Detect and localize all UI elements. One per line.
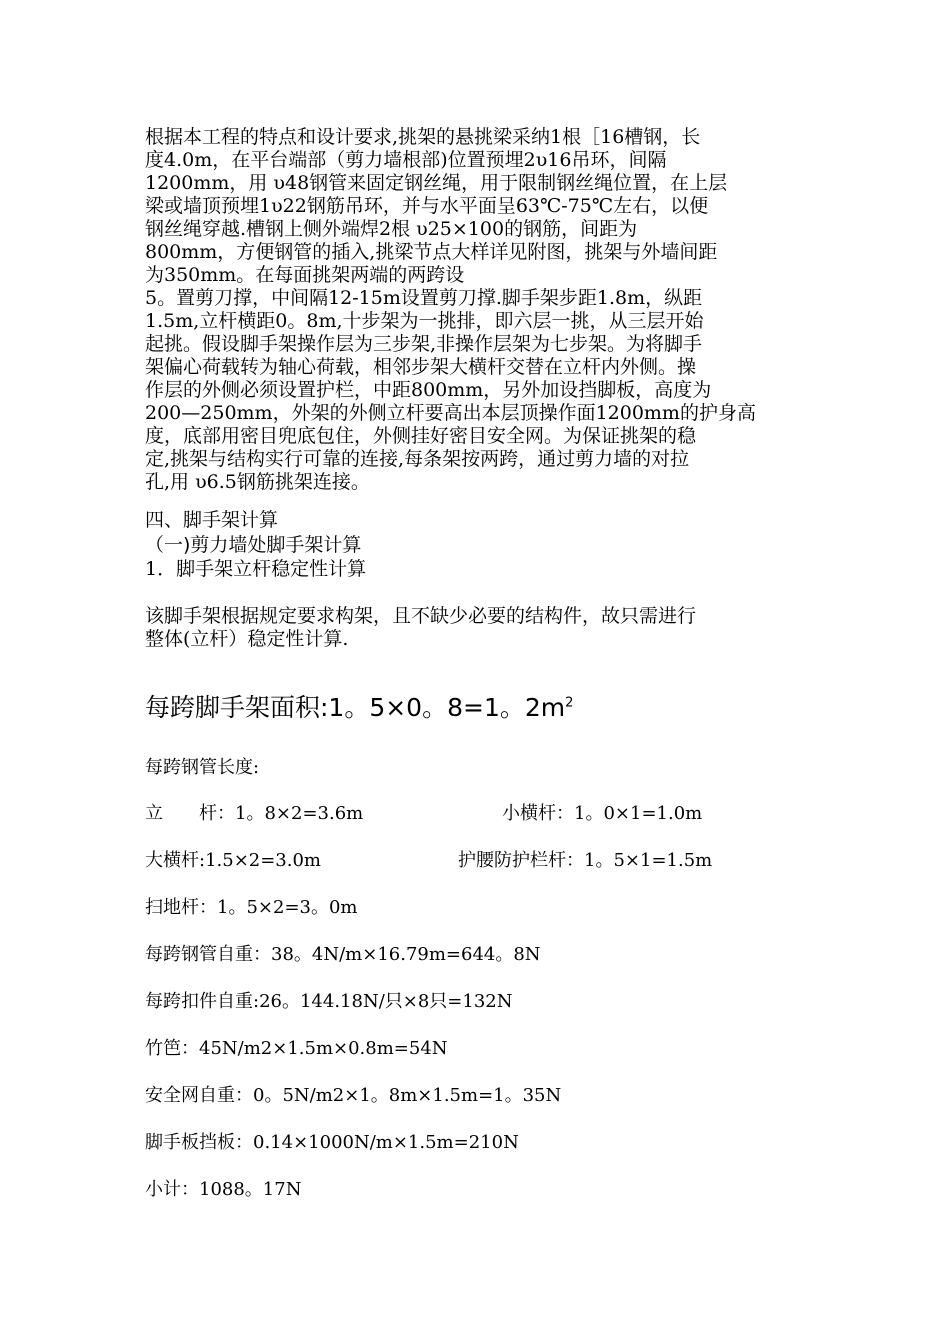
intro-line: 根据本工程的特点和设计要求,挑架的悬挑梁采纳1根［16槽钢，长 (145, 126, 701, 148)
safety-net-weight: 安全网自重：0。5N/m2×1。8m×1.5m=1。35N (145, 1085, 562, 1106)
intro-line: 起挑。假设脚手架操作层为三步架,非操作层架为七步架。为将脚手 (145, 333, 703, 355)
intro-line: 200—250mm，外架的外侧立杆要高出本层顶操作面1200mm的护身高 (145, 402, 756, 424)
intro-line: 为350mm。在每面挑架两端的两跨设 (145, 264, 465, 286)
intro-line: 作层的外侧必须设置护栏，中距800mm，另外加设挡脚板，高度为 (145, 379, 712, 401)
small-cross-pipe: 小横杆：1。0×1=1.0m (502, 803, 703, 824)
scaffold-board-weight: 脚手板挡板：0.14×1000N/m×1.5m=210N (145, 1132, 519, 1153)
item-title: 1．脚手架立杆稳定性计算 (145, 558, 367, 580)
intro-line: 定,挑架与结构实行可靠的连接,每条架按两跨，通过剪力墙的对拉 (145, 448, 690, 470)
intro-line: 1200mm，用 υ48钢管来固定钢丝绳，用于限制钢丝绳位置，在上层 (145, 172, 728, 194)
description-paragraph (145, 605, 813, 651)
description-line: 整体(立杆）稳定性计算. (145, 628, 349, 650)
intro-line: 梁或墙顶预埋1υ22钢筋吊环，并与水平面呈63℃-75℃左右，以便 (145, 195, 709, 217)
pipe-length-label: 每跨钢管长度: (145, 757, 260, 778)
intro-line: 5。置剪刀撑，中间隔12-15m设置剪刀撑.脚手架步距1.8m，纵距 (145, 287, 703, 309)
bamboo-weight: 竹笆：45N/m2×1.5m×0.8m=54N (145, 1038, 448, 1059)
intro-line: 钢丝绳穿越.槽钢上侧外端焊2根 υ25×100的钢筋，间距为 (145, 218, 638, 240)
section-title: 四、脚手架计算 (145, 509, 279, 531)
intro-line: 800mm，方便钢管的插入,挑梁节点大样详见附图，挑架与外墙间距 (145, 241, 718, 263)
subsection-title: （一)剪力墙处脚手架计算 (145, 534, 362, 556)
subtotal: 小计：1088。17N (145, 1179, 302, 1200)
guard-rail-pipe: 护腰防护栏杆：1。5×1=1.5m (458, 850, 713, 871)
intro-line: 孔,用 υ6.5钢筋挑架连接。 (145, 471, 370, 493)
area-unit-superscript: 2 (565, 695, 574, 711)
upright-pipe: 立 杆：1。8×2=3.6m (145, 803, 364, 824)
intro-line: 架偏心荷载转为轴心荷载，相邻步架大横杆交替在立杆内外侧。操 (145, 356, 697, 378)
fastener-weight: 每跨扣件自重:26。144.18N/只×8只=132N (145, 991, 513, 1012)
intro-line: 度4.0m，在平台端部（剪力墙根部)位置预埋2υ16吊环，间隔 (145, 149, 667, 171)
pipe-weight: 每跨钢管自重：38。4N/m×16.79m=644。8N (145, 944, 541, 965)
area-label: 每跨脚手架面积:1。5×0。8=1。2m (145, 693, 566, 722)
intro-line: 度，底部用密目兜底包住，外侧挂好密目安全网。为保证挑架的稳 (145, 425, 697, 447)
description-line: 该脚手架根据规定要求构架，且不缺少必要的结构件，故只需进行 (145, 605, 697, 627)
sweep-pipe: 扫地杆：1。5×2=3。0m (145, 897, 358, 918)
big-cross-pipe: 大横杆:1.5×2=3.0m (145, 850, 322, 871)
area-formula (145, 692, 573, 724)
intro-line: 1.5m,立杆横距0。8m,十步架为一挑排，即六层一挑，从三层开始 (145, 310, 704, 332)
intro-paragraph (145, 126, 813, 494)
